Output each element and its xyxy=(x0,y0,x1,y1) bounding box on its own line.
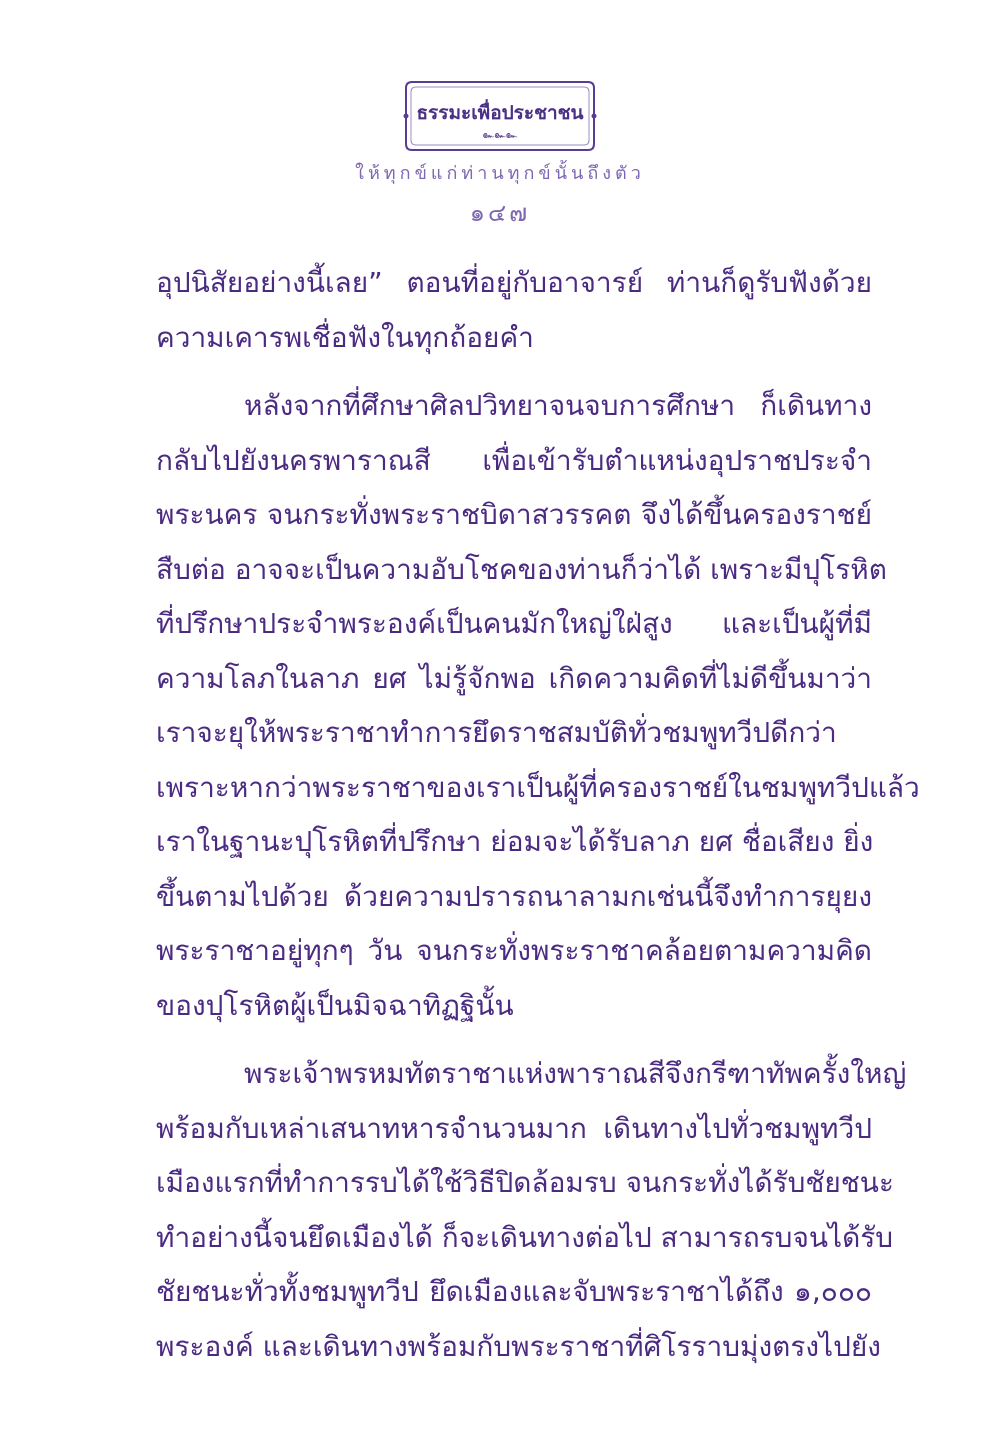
header-logo xyxy=(402,78,598,154)
text-line: พระราชาอยู่ทุกๆ วัน จนกระทั่งพระราชาคล้อยตามความคิด xyxy=(156,934,872,967)
text-line: พระนคร จนกระทั่งพระราชบิดาสวรรคต จึงได้ขึ้นครองราชย์ xyxy=(156,498,872,531)
text-line: เราจะยุให้พระราชาทำการยึดราชสมบัติทั่วชมพูทวีปดีกว่า xyxy=(156,716,837,749)
text-line: พร้อมกับเหล่าเสนาทหารจำนวนมาก เดินทางไปทั่วชมพูทวีป xyxy=(156,1111,872,1145)
paragraph xyxy=(156,256,872,365)
logo-ornament: ๛๛๛ xyxy=(482,130,518,141)
body-text xyxy=(156,256,920,1374)
text-line: พระเจ้าพรหมทัตราชาแห่งพาราณสีจึงกรีฑาทัพครั้งใหญ่ xyxy=(244,1057,907,1090)
page-number: ๑๔๗ xyxy=(469,199,531,227)
text-line: ที่ปรึกษาประจำพระองค์เป็นคนมักใหญ่ใฝ่สูง และเป็นผู้ที่มี xyxy=(156,607,872,640)
text-line: ความโลภในลาภ ยศ ไม่รู้จักพอ เกิดความคิดที่ไม่ดีขึ้นมาว่า xyxy=(156,661,872,695)
text-line: เมืองแรกที่ทำการรบได้ใช้วิธีปิดล้อมรบ จนกระทั่งได้รับชัยชนะ xyxy=(156,1166,894,1199)
logo-title: ธรรมะเพื่อประชาชน xyxy=(416,102,584,124)
text-line: เพราะหากว่าพระราชาของเราเป็นผู้ที่ครองราชย์ในชมพูทวีปแล้ว xyxy=(156,770,920,804)
text-line: เราในฐานะปุโรหิตที่ปรึกษา ย่อมจะได้รับลาภ ยศ ชื่อเสียง ยิ่ง xyxy=(156,825,874,858)
text-line: ขึ้นตามไปด้วย ด้วยความปรารถนาลามกเช่นนี้จึงทำการยุยง xyxy=(156,879,872,913)
text-line: ชัยชนะทั่วทั้งชมพูทวีป ยึดเมืองและจับพระราชาได้ถึง ๑,๐๐๐ xyxy=(156,1275,872,1308)
chapter-title: ให้ทุกข์แก่ท่านทุกข์นั้นถึงตัว xyxy=(355,163,645,184)
text-line: ของปุโรหิตผู้เป็นมิจฉาทิฏฐินั้น xyxy=(156,988,514,1022)
text-line: พระองค์ และเดินทางพร้อมกับพระราชาที่ศิโรราบมุ่งตรงไปยัง xyxy=(156,1329,881,1363)
text-line: กลับไปยังนครพาราณสี เพื่อเข้ารับตำแหน่งอุปราชประจำ xyxy=(156,443,872,477)
text-line: ทำอย่างนี้จนยึดเมืองได้ ก็จะเดินทางต่อไป สามารถรบจนได้รับ xyxy=(156,1220,894,1254)
paragraph xyxy=(156,379,920,1033)
text-line: ความเคารพเชื่อฟังในทุกถ้อยคำ xyxy=(156,320,534,354)
text-line: หลังจากที่ศึกษาศิลปวิทยาจนจบการศึกษา ก็เดินทาง xyxy=(244,389,872,422)
text-line: อุปนิสัยอย่างนี้เลย” ตอนที่อยู่กับอาจารย์ ท่านก็ดูรับฟังด้วย xyxy=(156,266,872,299)
paragraph xyxy=(156,1047,907,1374)
text-line: สืบต่อ อาจจะเป็นความอับโชคของท่านก็ว่าได้ เพราะมีปุโรหิต xyxy=(156,552,887,586)
